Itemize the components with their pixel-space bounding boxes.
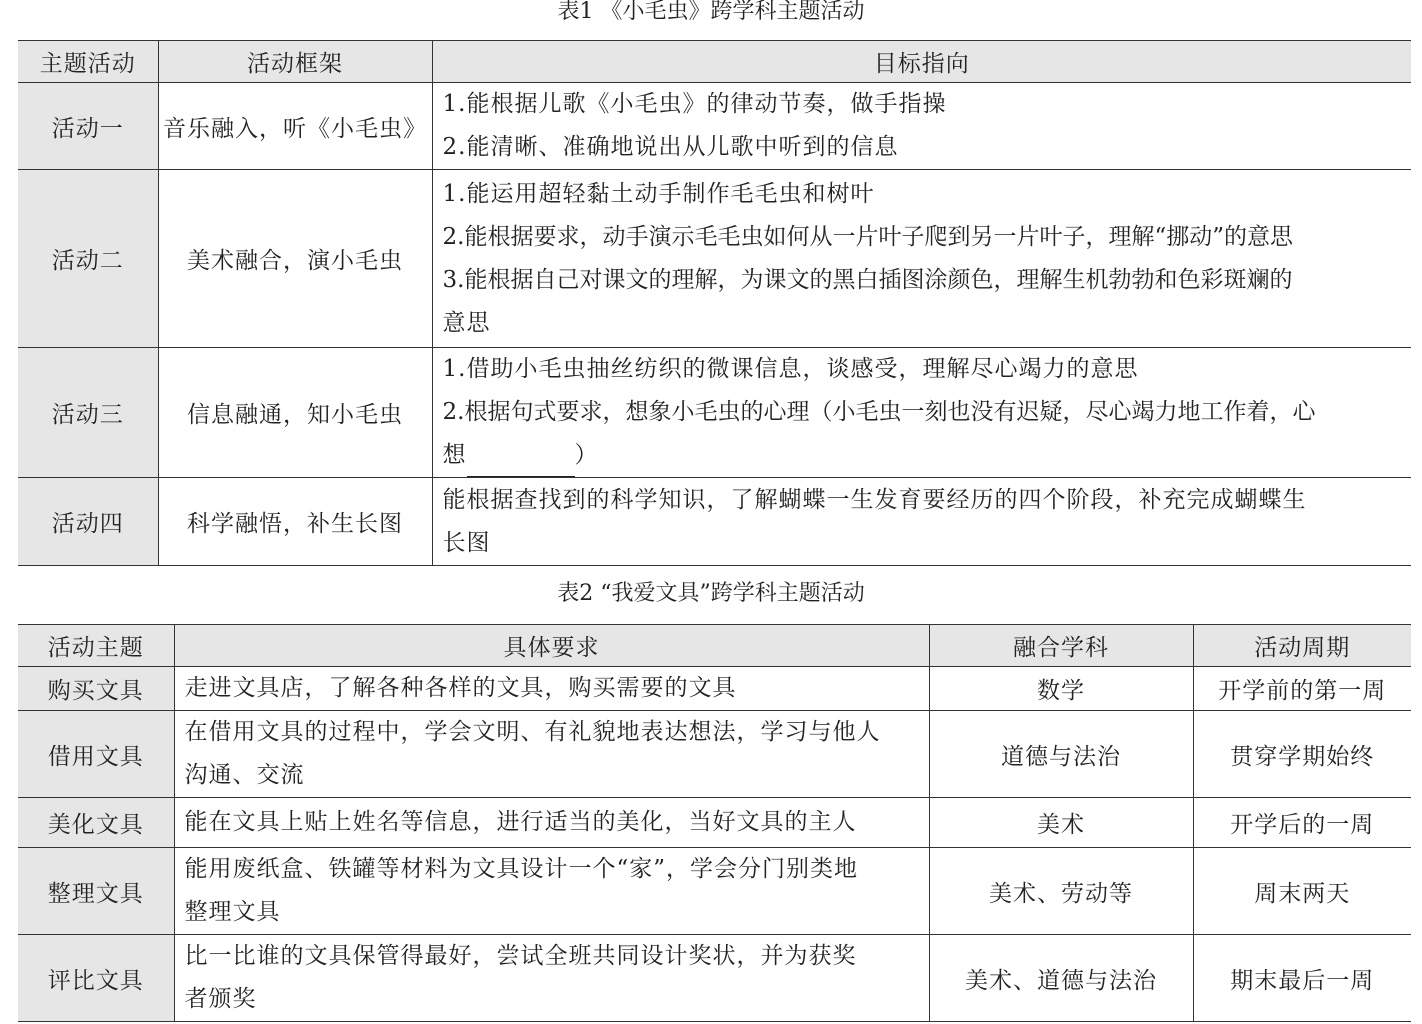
table2-stationery-activities bbox=[18, 624, 1411, 1022]
requirement-line: 能用废纸盒、铁罐等材料为文具设计一个“家”，学会分门别类地 bbox=[184, 856, 859, 882]
goal-line: 2.能根据要求，动手演示毛毛虫如何从一片叶子爬到另一片叶子，理解“挪动”的意思 bbox=[442, 223, 1293, 250]
table-row bbox=[18, 348, 1411, 478]
table-row bbox=[18, 711, 1411, 798]
requirement-line: 能在文具上贴上姓名等信息，进行适当的美化，当好文具的主人 bbox=[184, 809, 857, 835]
framework-cell: 音乐融入，听《小毛虫》 bbox=[158, 83, 432, 170]
period-cell: 开学后的一周 bbox=[1193, 798, 1411, 848]
goals-cell bbox=[432, 348, 1411, 478]
goal-tail-prefix: 想 bbox=[442, 442, 467, 468]
requirement-cell bbox=[174, 711, 929, 798]
subject-cell: 美术 bbox=[929, 798, 1193, 848]
framework-cell: 美术融合，演小毛虫 bbox=[158, 170, 432, 348]
table-row bbox=[18, 83, 1411, 170]
table1-header-goals: 目标指向 bbox=[432, 41, 1411, 83]
table1-caterpillar-activities bbox=[18, 40, 1411, 566]
goal-line: 1.能运用超轻黏土动手制作毛毛虫和树叶 bbox=[442, 180, 875, 207]
subject-cell: 数学 bbox=[929, 667, 1193, 711]
table1-header-activity: 主题活动 bbox=[18, 41, 158, 83]
table-row bbox=[18, 667, 1411, 711]
requirement-cell bbox=[174, 798, 929, 848]
requirement-line: 在借用文具的过程中，学会文明、有礼貌地表达想法，学习与他人 bbox=[184, 719, 881, 745]
goal-line: 意思 bbox=[442, 309, 491, 336]
table2-header-theme: 活动主题 bbox=[18, 625, 174, 667]
activity-cell: 活动一 bbox=[18, 83, 158, 170]
subject-cell: 美术、道德与法治 bbox=[929, 935, 1193, 1022]
goal-line: 长图 bbox=[442, 529, 491, 556]
goal-line: 3.能根据自己对课文的理解，为课文的黑白插图涂颜色，理解生机勃勃和色彩斑斓的 bbox=[442, 266, 1293, 293]
requirement-line: 者颁奖 bbox=[184, 986, 257, 1012]
theme-cell: 整理文具 bbox=[18, 848, 174, 935]
table1-header-row bbox=[18, 41, 1411, 83]
period-cell: 周末两天 bbox=[1193, 848, 1411, 935]
theme-cell: 购买文具 bbox=[18, 667, 174, 711]
goal-tail-suffix: ） bbox=[574, 442, 599, 468]
goal-line: 2.能清晰、准确地说出从儿歌中听到的信息 bbox=[442, 134, 899, 160]
activity-cell: 活动三 bbox=[18, 348, 158, 478]
framework-cell: 科学融悟，补生长图 bbox=[158, 478, 432, 566]
subject-cell: 道德与法治 bbox=[929, 711, 1193, 798]
requirement-cell bbox=[174, 935, 929, 1022]
theme-cell: 美化文具 bbox=[18, 798, 174, 848]
goals-cell bbox=[432, 83, 1411, 170]
table-row bbox=[18, 848, 1411, 935]
requirement-line: 比一比谁的文具保管得最好，尝试全班共同设计奖状，并为获奖 bbox=[184, 943, 857, 969]
goal-line: 2.根据句式要求，想象小毛虫的心理（小毛虫一刻也没有迟疑，尽心竭力地工作着，心 bbox=[442, 399, 1316, 425]
period-cell: 贯穿学期始终 bbox=[1193, 711, 1411, 798]
table2-header-period: 活动周期 bbox=[1193, 625, 1411, 667]
period-cell: 期末最后一周 bbox=[1193, 935, 1411, 1022]
table-row bbox=[18, 478, 1411, 566]
fill-in-blank bbox=[467, 450, 575, 477]
goal-line: 1.能根据儿歌《小毛虫》的律动节奏，做手指操 bbox=[442, 91, 947, 117]
requirement-cell bbox=[174, 848, 929, 935]
table2-header-row bbox=[18, 625, 1411, 667]
requirement-line: 走进文具店，了解各种各样的文具，购买需要的文具 bbox=[184, 675, 737, 701]
goals-cell bbox=[432, 478, 1411, 566]
activity-cell: 活动二 bbox=[18, 170, 158, 348]
framework-cell: 信息融通，知小毛虫 bbox=[158, 348, 432, 478]
goals-cell bbox=[432, 170, 1411, 348]
table1-caption: 表1 《小毛虫》跨学科主题活动 bbox=[557, 0, 865, 24]
requirement-cell bbox=[174, 667, 929, 711]
goal-line: 能根据查找到的科学知识，了解蝴蝶一生发育要经历的四个阶段，补充完成蝴蝶生 bbox=[442, 486, 1307, 513]
goal-line bbox=[443, 434, 1404, 477]
table1-header-framework: 活动框架 bbox=[158, 41, 432, 83]
requirement-line: 沟通、交流 bbox=[184, 762, 305, 788]
goal-line: 1.借助小毛虫抽丝纺织的微课信息，谈感受，理解尽心竭力的意思 bbox=[442, 356, 1139, 382]
activity-cell: 活动四 bbox=[18, 478, 158, 566]
theme-cell: 评比文具 bbox=[18, 935, 174, 1022]
table-row bbox=[18, 935, 1411, 1022]
table2-caption: 表2 “我爱文具”跨学科主题活动 bbox=[557, 581, 865, 606]
table-row bbox=[18, 798, 1411, 848]
subject-cell: 美术、劳动等 bbox=[929, 848, 1193, 935]
period-cell: 开学前的第一周 bbox=[1193, 667, 1411, 711]
table2-header-subject: 融合学科 bbox=[929, 625, 1193, 667]
table-row bbox=[18, 170, 1411, 348]
requirement-line: 整理文具 bbox=[184, 899, 281, 925]
table2-header-requirement: 具体要求 bbox=[174, 625, 929, 667]
theme-cell: 借用文具 bbox=[18, 711, 174, 798]
